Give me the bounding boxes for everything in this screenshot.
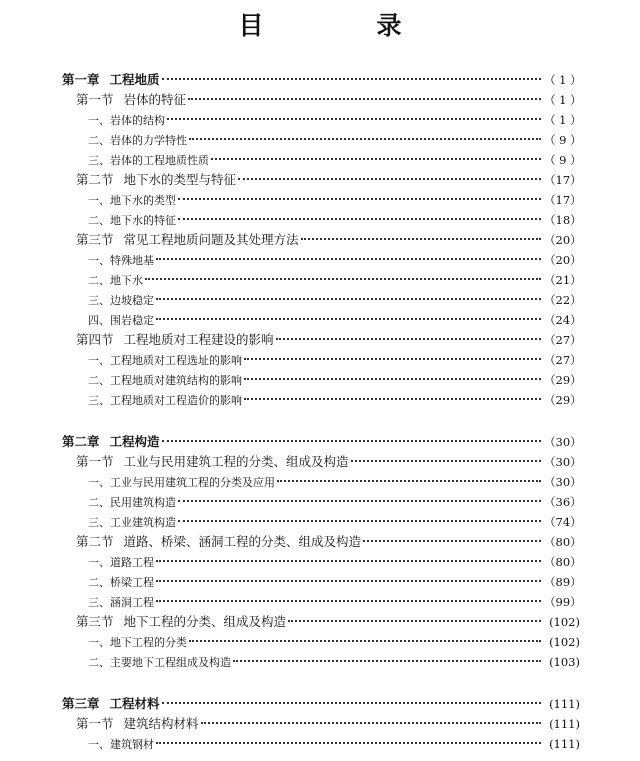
toc-section-entry[interactable] [62,612,580,632]
dot-leader [351,460,541,462]
toc-entry-number: 一、 [88,636,110,649]
toc-entry-label [88,351,242,371]
toc-entry-number: 三、 [88,294,110,307]
toc-entry-title: 常见工程地质问题及其处理方法 [123,232,299,247]
toc-entry-label [88,473,275,493]
toc-entry-title: 桥梁工程 [110,576,154,589]
dot-leader [189,138,541,140]
dot-leader [201,722,541,724]
toc-entry-label [76,90,186,110]
toc-entry-label [62,694,160,714]
toc-section-entry[interactable] [62,452,580,472]
dot-leader [162,702,541,704]
toc-entry-label [88,371,242,391]
toc-entry-number: 二、 [88,576,110,589]
dot-leader [238,178,541,180]
toc-entry-number: 一、 [88,738,110,751]
toc-entry-number: 二、 [88,274,110,287]
toc-item-entry[interactable] [62,130,580,150]
toc-page-number: （ 1 ） [544,93,582,107]
toc-item-entry[interactable] [62,472,580,492]
toc-entry-number: 第三节 [76,232,114,247]
toc-entry-number: 第三章 [62,696,100,711]
dot-leader [145,278,541,280]
toc-chapter-entry[interactable] [62,70,580,90]
toc-item-entry[interactable] [62,110,580,130]
toc-entry-number: 三、 [88,596,110,609]
toc-entry-title: 地下水的特征 [110,214,176,227]
toc-page-number: （30） [544,475,582,489]
toc-page-number: （36） [544,495,582,509]
toc-entry-title: 工程地质对工程选址的影响 [110,354,242,367]
toc-section-entry[interactable] [62,230,580,250]
toc-entry-title: 工业与民用建筑工程的分类、组成及构造 [123,454,349,469]
dot-leader [244,358,541,360]
toc-page-number: (111) [549,697,580,711]
toc-entry-label [88,593,154,613]
dot-leader [189,640,541,642]
toc-entry-number: 第一节 [76,92,114,107]
toc-page-number: （17） [544,173,582,187]
toc-item-entry[interactable] [62,350,580,370]
toc-section-entry[interactable] [62,532,580,552]
toc-entry-number: 一、 [88,476,110,489]
dot-leader [276,338,541,340]
toc-entry-title: 地下水 [110,274,143,287]
toc-item-entry[interactable] [62,190,580,210]
toc-entry-title: 地下水的类型 [110,194,176,207]
toc-entry-number: 四、 [88,314,110,327]
toc-page-number: （80） [544,535,582,549]
toc-entry-label [76,714,199,734]
toc-entry-label [76,612,286,632]
toc-entry-title: 主要地下工程组成及构造 [110,656,231,669]
toc-page-number: （ 9 ） [544,153,582,167]
toc-entry-label [88,211,176,231]
page-title: 目 录 [238,11,446,40]
toc-item-entry[interactable] [62,552,580,572]
dot-leader [211,158,541,160]
toc-item-entry[interactable] [62,250,580,270]
table-of-contents [62,70,580,754]
dot-leader [178,218,541,220]
toc-item-entry[interactable] [62,310,580,330]
toc-entry-title: 道路工程 [110,556,154,569]
dot-leader [363,540,541,542]
toc-page-number: （29） [544,373,582,387]
dot-leader [301,238,541,240]
toc-entry-title: 建筑钢材 [110,738,154,751]
dot-leader [156,600,541,602]
toc-item-entry[interactable] [62,632,580,652]
toc-page-number: （27） [544,333,582,347]
toc-page-number: （27） [544,353,582,367]
toc-page-number: （89） [544,575,582,589]
dot-leader [156,318,541,320]
toc-item-entry[interactable] [62,150,580,170]
toc-section-entry[interactable] [62,330,580,350]
toc-entry-number: 一、 [88,556,110,569]
toc-entry-label [88,311,154,331]
toc-item-entry[interactable] [62,270,580,290]
toc-entry-title: 工程地质对工程造价的影响 [110,394,242,407]
toc-page-number: （99） [544,595,582,609]
toc-item-entry[interactable] [62,592,580,612]
toc-entry-number: 第一节 [76,716,114,731]
toc-entry-label [62,70,160,90]
dot-leader [277,480,541,482]
toc-entry-number: 二、 [88,374,110,387]
toc-entry-label [88,513,176,533]
dot-leader [244,378,541,380]
toc-entry-label [88,493,176,513]
dot-leader [156,258,541,260]
toc-entry-label [88,191,176,211]
dot-leader [156,298,541,300]
toc-page-number: （ 1 ） [544,73,582,87]
toc-entry-title: 岩体的特征 [123,92,187,107]
toc-page-number: (103) [549,655,580,669]
toc-entry-title: 地下工程的分类、组成及构造 [123,614,287,629]
toc-section-entry[interactable] [62,714,580,734]
toc-entry-title: 围岩稳定 [110,314,154,327]
toc-item-entry[interactable] [62,210,580,230]
toc-entry-label [88,653,231,673]
toc-entry-title: 道路、桥梁、涵洞工程的分类、组成及构造 [123,534,362,549]
toc-entry-label [88,111,165,131]
toc-entry-title: 岩体的工程地质性质 [110,154,209,167]
toc-entry-title: 工程地质对工程建设的影响 [123,332,274,347]
toc-entry-title: 民用建筑构造 [110,496,176,509]
toc-entry-label [88,391,242,411]
toc-page-number: (102) [549,615,580,629]
toc-entry-label [76,170,236,190]
toc-entry-label [88,735,154,755]
toc-entry-label [88,271,143,291]
dot-leader [244,398,541,400]
toc-entry-number: 一、 [88,354,110,367]
toc-entry-title: 地下水的类型与特征 [123,172,237,187]
toc-entry-title: 特殊地基 [110,254,154,267]
toc-entry-number: 一、 [88,254,110,267]
dot-leader [233,660,541,662]
toc-page-number: （24） [544,313,582,327]
toc-entry-number: 第一节 [76,454,114,469]
dot-leader [178,198,541,200]
toc-entry-title: 工程地质对建筑结构的影响 [110,374,242,387]
toc-entry-title: 岩体的力学特性 [110,134,187,147]
toc-entry-label [76,452,349,472]
toc-page-number: （17） [544,193,582,207]
toc-item-entry[interactable] [62,492,580,512]
toc-page-number: （80） [544,555,582,569]
toc-page-number: (102) [549,635,580,649]
toc-entry-number: 二、 [88,214,110,227]
toc-entry-title: 工程材料 [109,696,160,711]
toc-page-number: （18） [544,213,582,227]
toc-entry-number: 二、 [88,656,110,669]
dot-leader [156,580,541,582]
toc-section-entry[interactable] [62,170,580,190]
toc-item-entry[interactable] [62,734,580,754]
toc-page-number: （29） [544,393,582,407]
toc-entry-label [62,432,160,452]
toc-section-entry[interactable] [62,90,580,110]
dot-leader [162,78,541,80]
toc-entry-number: 第三节 [76,614,114,629]
toc-item-entry[interactable] [62,512,580,532]
toc-chapter-entry[interactable] [62,432,580,452]
toc-entry-number: 一、 [88,114,110,127]
dot-leader [162,440,541,442]
toc-item-entry[interactable] [62,390,580,410]
toc-page-number: （20） [544,233,582,247]
toc-entry-title: 涵洞工程 [110,596,154,609]
toc-entry-title: 工程构造 [109,434,160,449]
toc-page-number: （21） [544,273,582,287]
toc-item-entry[interactable] [62,652,580,672]
toc-entry-label [88,131,187,151]
toc-entry-title: 工业建筑构造 [110,516,176,529]
toc-entry-label [88,291,154,311]
toc-entry-number: 三、 [88,516,110,529]
dot-leader [188,98,541,100]
dot-leader [156,742,541,744]
dot-leader [178,500,541,502]
toc-page-number: （30） [544,435,582,449]
toc-page-number: （20） [544,253,582,267]
toc-page-number: （74） [544,515,582,529]
toc-entry-number: 一、 [88,194,110,207]
toc-item-entry[interactable] [62,290,580,310]
dot-leader [167,118,541,120]
toc-entry-label [88,573,154,593]
dot-leader [178,520,541,522]
dot-leader [156,560,541,562]
toc-page-number: （ 1 ） [544,113,582,127]
toc-page-number: (111) [549,717,580,731]
toc-entry-number: 第二节 [76,534,114,549]
toc-page-number: （30） [544,455,582,469]
dot-leader [288,620,541,622]
toc-entry-number: 第二节 [76,172,114,187]
toc-entry-title: 地下工程的分类 [110,636,187,649]
toc-chapter-entry[interactable] [62,694,580,714]
toc-page-number: （ 9 ） [544,133,582,147]
toc-entry-number: 三、 [88,394,110,407]
toc-entry-title: 边坡稳定 [110,294,154,307]
toc-entry-title: 建筑结构材料 [123,716,199,731]
toc-entry-number: 第二章 [62,434,100,449]
toc-entry-title: 工程地质 [109,72,160,87]
toc-entry-title: 岩体的结构 [110,114,165,127]
toc-entry-label [88,151,209,171]
toc-page-number: (111) [549,737,580,751]
toc-entry-number: 三、 [88,154,110,167]
toc-entry-label [76,330,274,350]
toc-entry-label [76,230,299,250]
toc-entry-number: 第四节 [76,332,114,347]
toc-entry-label [88,251,154,271]
toc-entry-title: 工业与民用建筑工程的分类及应用 [110,476,275,489]
toc-entry-number: 二、 [88,134,110,147]
toc-page-number: （22） [544,293,582,307]
toc-entry-number: 二、 [88,496,110,509]
toc-entry-label [88,553,154,573]
toc-entry-label [76,532,361,552]
toc-item-entry[interactable] [62,370,580,390]
toc-entry-label [88,633,187,653]
toc-item-entry[interactable] [62,572,580,592]
toc-entry-number: 第一章 [62,72,100,87]
